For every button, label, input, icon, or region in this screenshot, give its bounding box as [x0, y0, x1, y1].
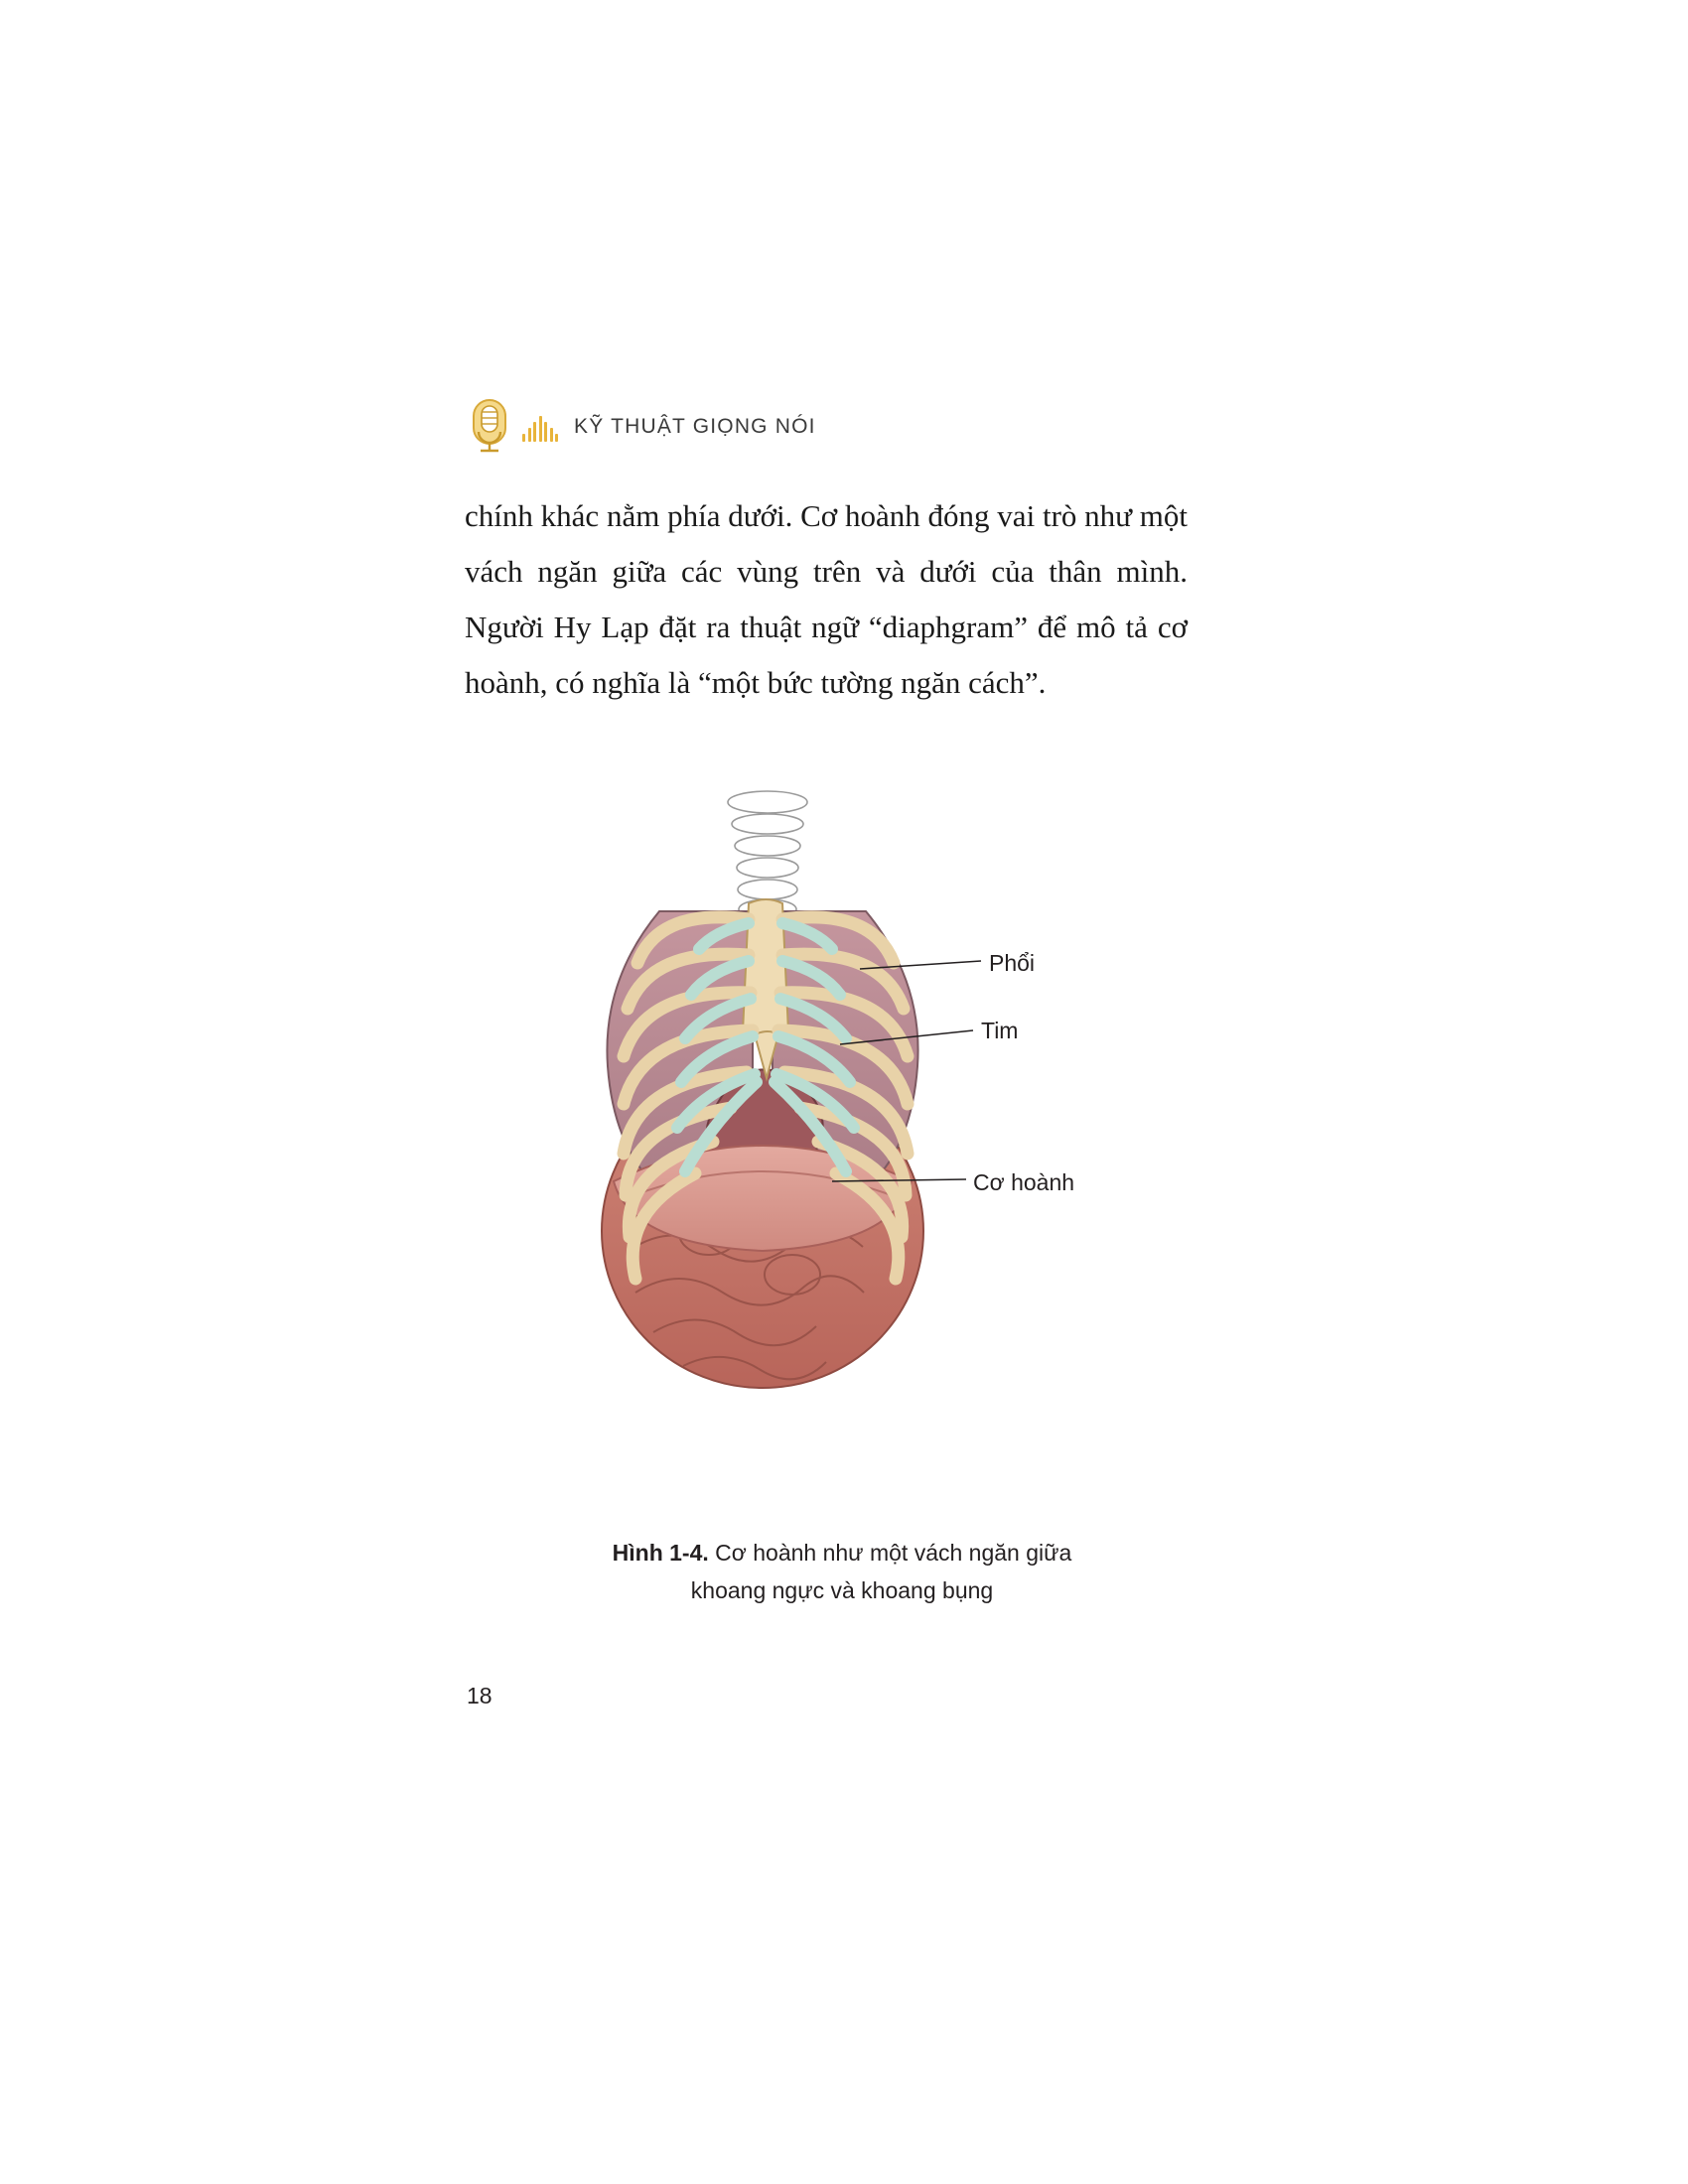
microphone-icon	[467, 398, 512, 456]
figure-caption	[465, 1534, 1219, 1609]
running-header	[467, 397, 1221, 457]
audio-waveform-icon	[522, 412, 558, 442]
caption-text: Cơ hoành như một vách ngăn giữa	[708, 1540, 1072, 1566]
figure-anatomy	[465, 784, 1219, 1459]
label-lung: Phổi	[989, 950, 1036, 976]
caption-number: Hình 1-4.	[612, 1540, 709, 1566]
header-title: KỸ THUẬT GIỌNG NÓI	[574, 415, 816, 438]
label-diaphragm: Cơ hoành	[973, 1169, 1075, 1195]
anatomy-illustration	[465, 784, 1219, 1459]
page-number: 18	[467, 1683, 492, 1708]
caption-line-2: khoang ngực và khoang bụng	[690, 1577, 994, 1603]
label-heart: Tim	[981, 1018, 1019, 1043]
body-paragraph: chính khác nằm phía dưới. Cơ hoành đóng vai trò như một vách ngăn giữa các vùng trên và dưới của thân mình. Người Hy Lạp đặt ra thuật ngữ “diaphgram” để mô tả cơ hoành, có nghĩa là “một bức tường ngăn cách”.	[465, 498, 1188, 700]
